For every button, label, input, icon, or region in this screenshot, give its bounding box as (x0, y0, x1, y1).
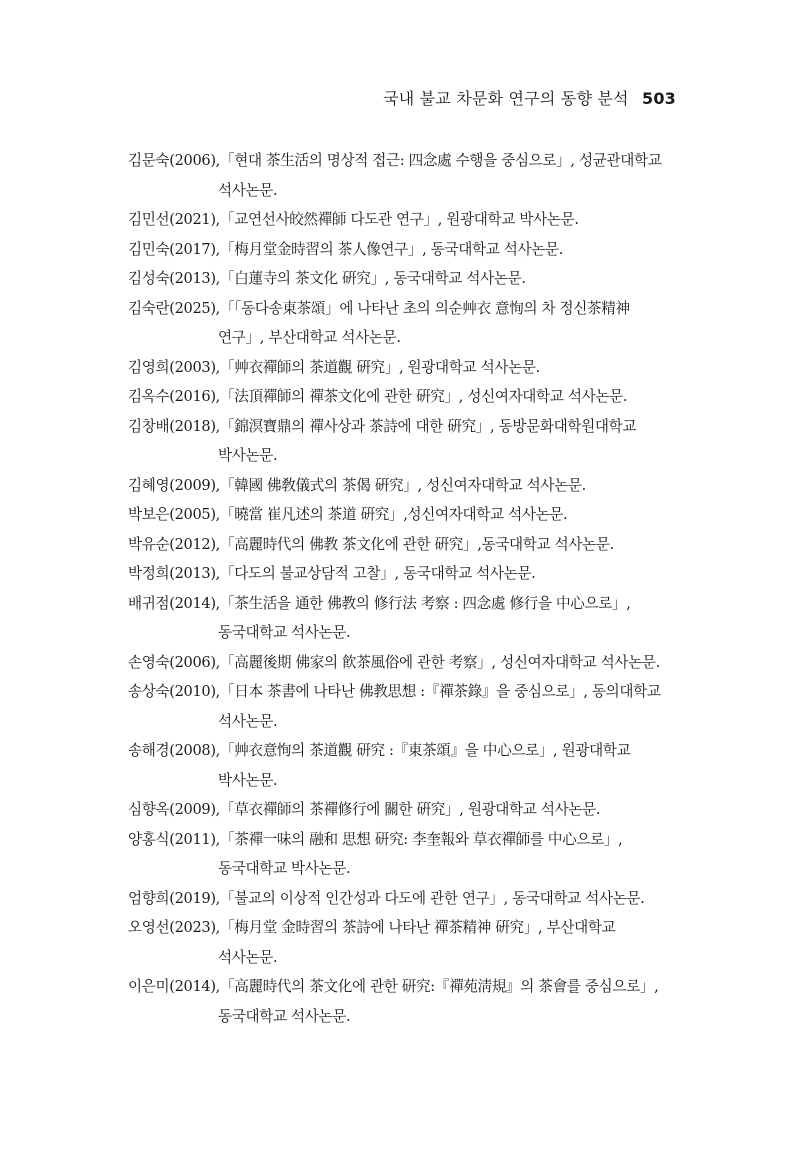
running-header-title: 국내 불교 차문화 연구의 동향 분석 (383, 89, 629, 108)
running-header (383, 86, 676, 109)
reference-entry: 박유순(2012),「高麗時代의 佛教 茶文化에 관한 硏究」,동국대학교 석사논문. (128, 535, 614, 553)
reference-entry: 송상숙(2010),「日本 茶書에 나타난 佛教思想 :『禪茶錄』을 중심으로」, 동의대학교 석사논문. (128, 683, 661, 730)
reference-entry: 양홍식(2011),「茶禪一味의 融和 思想 研究: 李奎報와 草衣禪師를 中心으로」, 동국대학교 박사논문. (128, 830, 623, 877)
reference-entry: 김창배(2018),「錦溟寶鼎의 禪사상과 茶詩에 대한 硏究」, 동방문화대학원대학교 박사논문. (128, 417, 637, 464)
reference-entry: 김문숙(2006),「현대 茶生活의 명상적 접근: 四念處 수행을 중심으로」, 성균관대학교 석사논문. (128, 152, 662, 199)
page-number: 503 (642, 89, 676, 108)
reference-entry: 김옥수(2016),「法頂禪師의 禪茶文化에 관한 硏究」, 성신여자대학교 석사논문. (128, 388, 628, 405)
reference-entry: 엄향희(2019),「불교의 이상적 인간성과 다도에 관한 연구」, 동국대학교 석사논문. (128, 889, 645, 907)
reference-entry: 손영숙(2006),「高麗後期 佛家의 飮茶風俗에 관한 考察」, 성신여자대학교 석사논문. (128, 653, 660, 671)
reference-entry: 박보은(2005),「曉當 崔凡述의 茶道 硏究」,성신여자대학교 석사논문. (128, 506, 568, 523)
reference-entry: 오영선(2023),「梅月堂 金時習의 茶詩에 나타난 禪茶精神 硏究」, 부산대학교 석사논문. (128, 919, 616, 966)
reference-entry: 김성숙(2013),「白蓮寺의 茶文化 硏究」, 동국대학교 석사논문. (128, 270, 526, 287)
reference-entry: 김혜영(2009),「韓國 佛敎儀式의 茶偈 硏究」, 성신여자대학교 석사논문. (128, 476, 586, 494)
reference-entry: 김민숙(2017),「梅月堂金時習의 茶人像연구」, 동국대학교 석사논문. (128, 240, 564, 258)
reference-entry: 심향옥(2009),「草衣禪師의 茶禪修行에 關한 硏究」, 원광대학교 석사논문. (128, 801, 601, 818)
reference-entry: 김민선(2021),「교연선사皎然禪師 다도관 연구」, 원광대학교 박사논문. (128, 211, 579, 228)
reference-entry: 배귀점(2014),「茶生活을 通한 佛教의 修行法 考察 : 四念處 修行을 中心으로」, 동국대학교 석사논문. (128, 594, 631, 641)
reference-entry: 송해경(2008),「艸衣意恂의 茶道觀 研究 :『東茶頌』을 中心으로」, 원광대학교 박사논문. (128, 742, 631, 789)
reference-entry: 박정희(2013),「다도의 불교상담적 고찰」, 동국대학교 석사논문. (128, 565, 536, 582)
reference-entry: 김숙란(2025),「「동다송東茶頌」에 나타난 초의 의순艸衣 意恂의 차 정신茶精神 연구」, 부산대학교 석사논문. (128, 299, 630, 346)
reference-entry: 김영희(2003),「艸衣禪師의 茶道觀 硏究」, 원광대학교 석사논문. (128, 358, 540, 376)
reference-entry: 이은미(2014),「高麗時代의 茶文化에 관한 研究:『禪苑淸規』의 茶會를 중심으로」, 동국대학교 석사논문. (128, 978, 659, 1025)
reference-list (128, 146, 676, 1031)
